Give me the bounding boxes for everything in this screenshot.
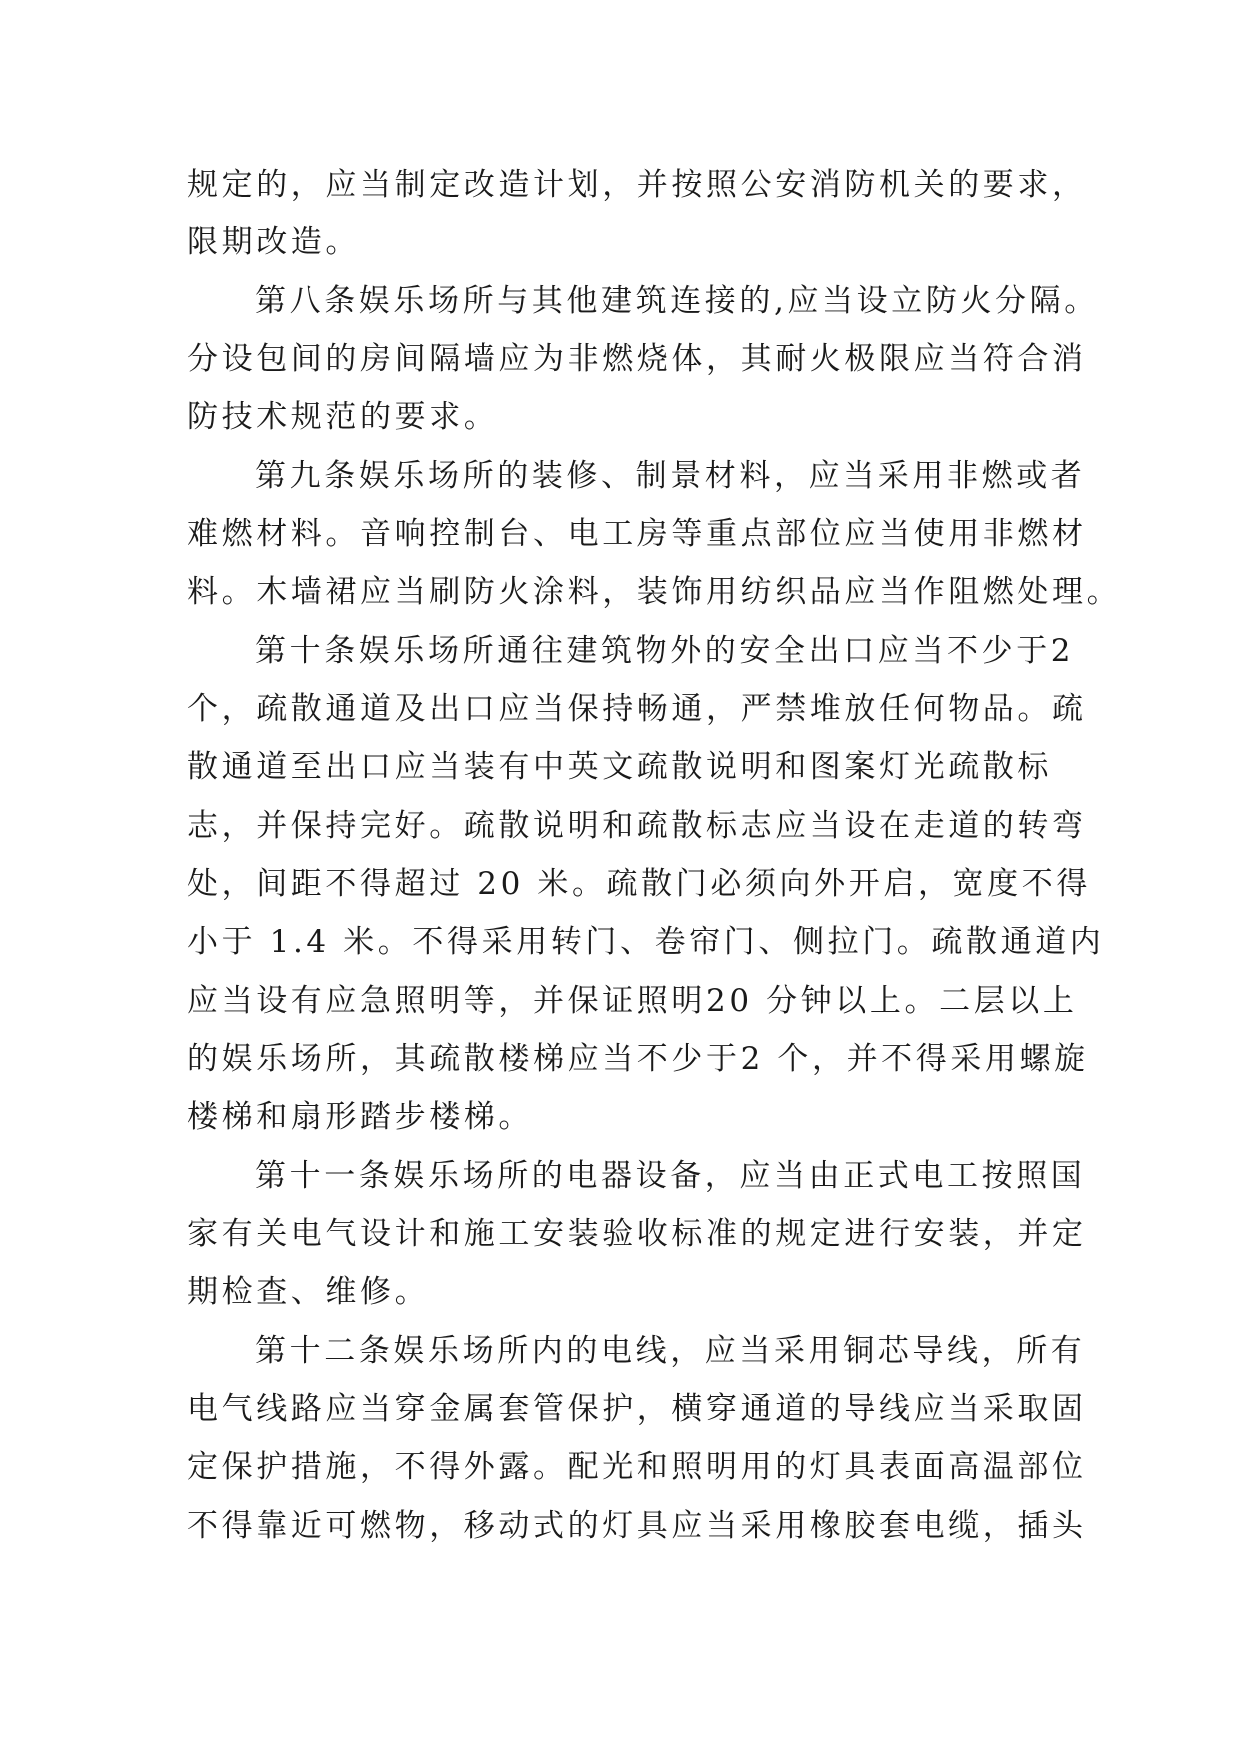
text-line: 电气线路应当穿金属套管保护，横穿通道的导线应当采取固 (187, 1391, 1087, 1427)
text-line: 个，疏散通道及出口应当保持畅通，严禁堆放任何物品。疏 (187, 691, 1087, 727)
text-line: 处，间距不得超过 20 米。疏散门必须向外开启，宽度不得 (187, 866, 1091, 902)
text-line: 楼梯和扇形踏步楼梯。 (187, 1099, 533, 1135)
text-line: 期检查、维修。 (187, 1274, 430, 1310)
text-line: 规定的，应当制定改造计划，并按照公安消防机关的要求， (187, 167, 1087, 203)
text-line: 防技术规范的要求。 (187, 399, 499, 435)
text-line: 应当设有应急照明等，并保证照明20 分钟以上。二层以上 (187, 983, 1078, 1019)
text-line: 难燃材料。音响控制台、电工房等重点部位应当使用非燃材 (187, 516, 1087, 552)
text-line: 散通道至出口应当装有中英文疏散说明和图案灯光疏散标 (187, 749, 1052, 785)
text-line: 志，并保持完好。疏散说明和疏散标志应当设在走道的转弯 (187, 808, 1087, 844)
text-line: 料。木墙裙应当刷防火涂料，装饰用纺织品应当作阻燃处理。 (187, 574, 1122, 610)
paragraph-article-11: 第十一条娱乐场所的电器设备，应当由正式电工按照国 (255, 1158, 1086, 1194)
text-line: 家有关电气设计和施工安装验收标准的规定进行安装，并定 (187, 1216, 1087, 1252)
paragraph-article-8: 第八条娱乐场所与其他建筑连接的,应当设立防火分隔。 (255, 283, 1099, 319)
text-line: 小于 1.4 米。不得采用转门、卷帘门、侧拉门。疏散通道内 (187, 924, 1105, 960)
paragraph-article-12: 第十二条娱乐场所内的电线，应当采用铜芯导线，所有 (255, 1333, 1086, 1369)
text-line: 分设包间的房间隔墙应为非燃烧体，其耐火极限应当符合消 (187, 341, 1087, 377)
text-line: 定保护措施，不得外露。配光和照明用的灯具表面高温部位 (187, 1449, 1087, 1485)
paragraph-article-10: 第十条娱乐场所通往建筑物外的安全出口应当不少于2 (255, 633, 1075, 669)
text-line: 的娱乐场所，其疏散楼梯应当不少于2 个，并不得采用螺旋 (187, 1041, 1089, 1077)
paragraph-article-9: 第九条娱乐场所的装修、制景材料，应当采用非燃或者 (255, 458, 1086, 494)
text-line: 限期改造。 (187, 224, 360, 260)
text-line: 不得靠近可燃物，移动式的灯具应当采用橡胶套电缆，插头 (187, 1508, 1087, 1544)
